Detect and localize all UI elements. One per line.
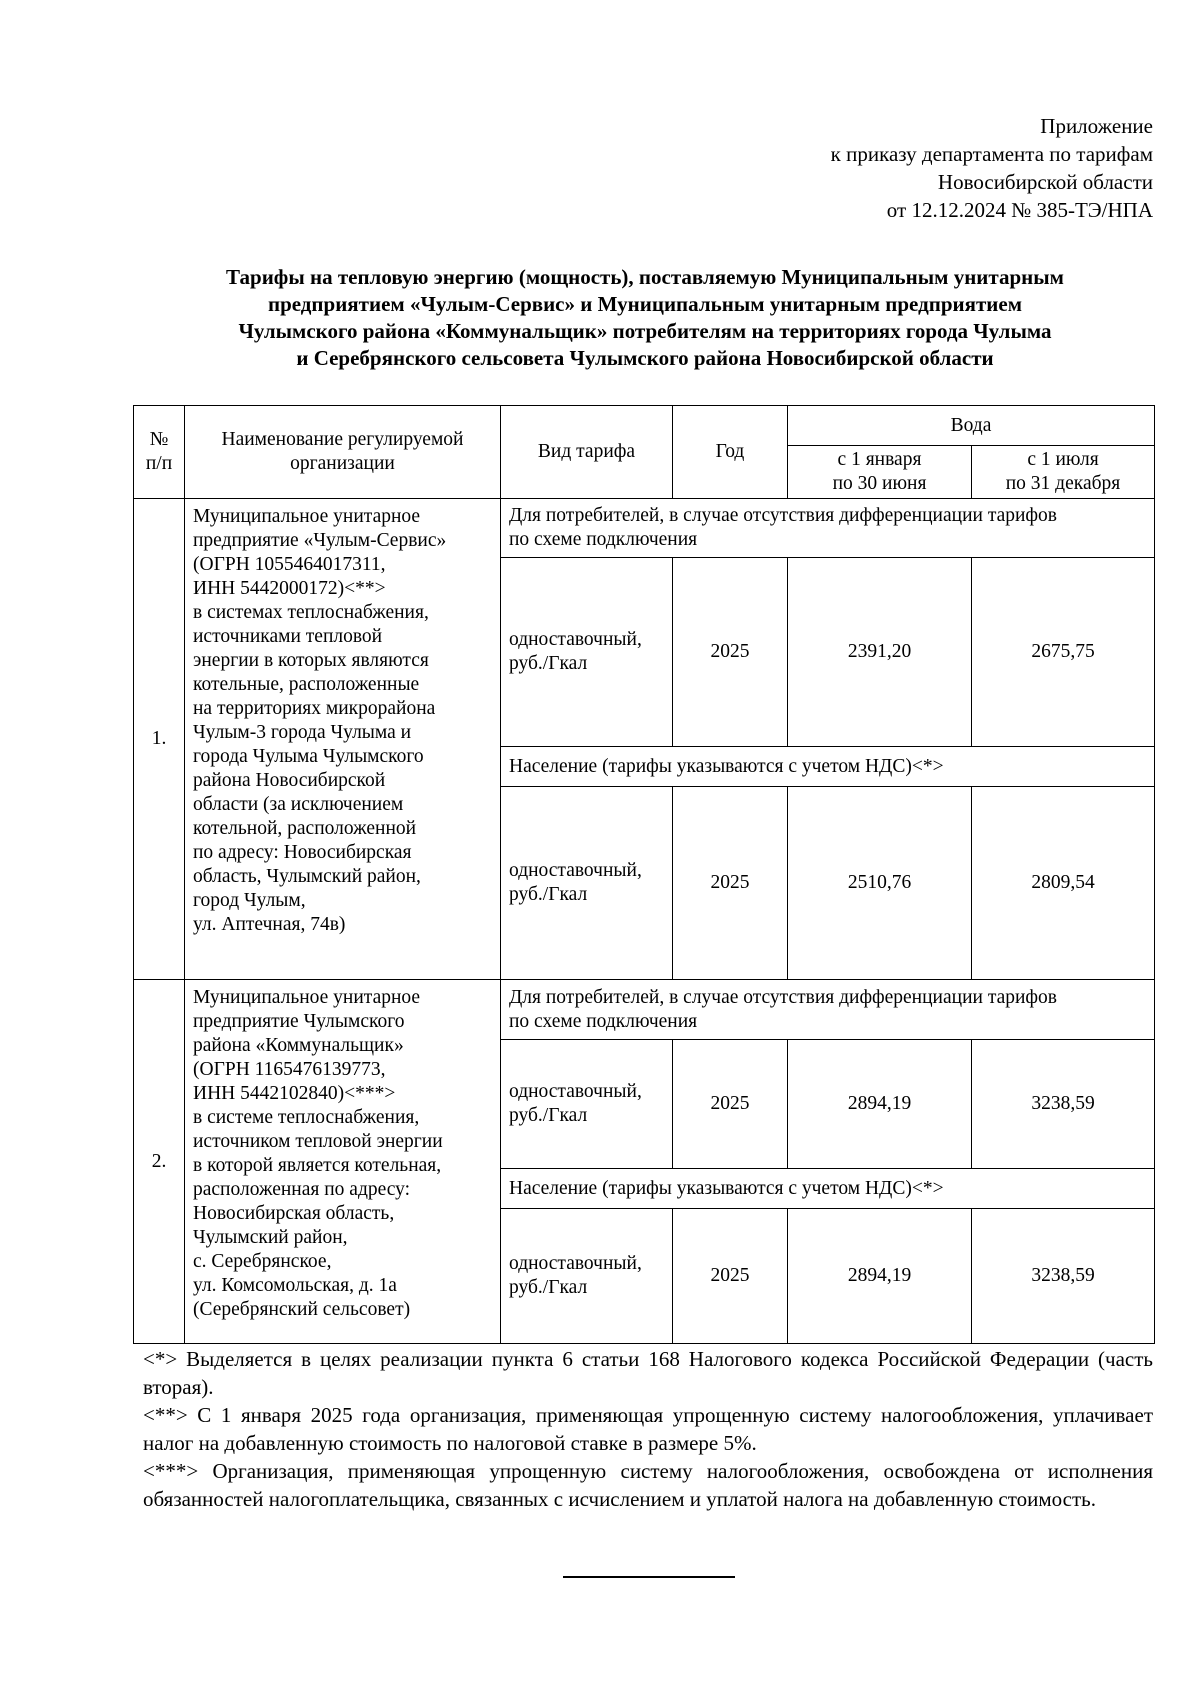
- organization-line: с. Серебрянское,: [193, 1251, 332, 1272]
- appendix-order-date: от 12.12.2024 № 385-ТЭ/НПА: [886, 198, 1153, 222]
- organization-line: Чулымский район,: [193, 1227, 348, 1248]
- organization-cell: [185, 980, 501, 1344]
- tariff-value-period-2: 3238,59: [972, 1209, 1155, 1344]
- tariff-type: одноставочный, руб./Гкал: [501, 1040, 673, 1169]
- footnote: <***> Организация, применяющая упрощенную систему налогообложения, освобождена от исполнения обязанностей налогоплательщика, связанных с исчислением и уплатой налога на добавленную стоимость.: [143, 1459, 1153, 1511]
- appendix-block: [700, 112, 1153, 224]
- organization-line: источником тепловой энергии: [193, 1131, 443, 1152]
- tariff-value-period-1: 2894,19: [788, 1209, 972, 1344]
- tariff-year: 2025: [673, 1040, 788, 1169]
- organization-line: (ОГРН 1055464017311,: [193, 554, 386, 575]
- organization-cell: [185, 499, 501, 980]
- appendix-region: Новосибирской области: [937, 170, 1153, 194]
- organization-line: источниками тепловой: [193, 626, 383, 647]
- tariff-type: одноставочный, руб./Гкал: [501, 787, 673, 980]
- organization-line: района Новосибирской: [193, 770, 386, 791]
- tariff-value-period-2: 2675,75: [972, 558, 1155, 747]
- title-line: и Серебрянского сельсовета Чулымского района Новосибирской области: [296, 346, 994, 370]
- header-period-2: с 1 июля по 31 декабря: [972, 446, 1155, 499]
- header-organization: Наименование регулируемой организации: [185, 406, 501, 499]
- organization-line: предприятие Чулымского: [193, 1011, 405, 1032]
- footnote: <**> С 1 января 2025 года организация, применяющая упрощенную систему налогообложения, уплачивает налог на добавленную стоимость по налоговой ставке в размере 5%.: [143, 1403, 1153, 1455]
- organization-line: ул. Аптечная, 74в): [193, 914, 346, 935]
- organization-line: в системах теплоснабжения,: [193, 602, 429, 623]
- header-period-1: с 1 января по 30 июня: [788, 446, 972, 499]
- header-tariff-type: Вид тарифа: [501, 406, 673, 499]
- end-divider: [563, 1576, 735, 1578]
- organization-line: ИНН 5442102840)<***>: [193, 1083, 396, 1104]
- organization-line: энергии в которых являются: [193, 650, 429, 671]
- consumer-group-general: Для потребителей, в случае отсутствия дифференциации тарифов по схеме подключения: [501, 499, 1155, 558]
- organization-line: Чулым-3 города Чулыма и: [193, 722, 412, 743]
- organization-line: района «Коммунальщик»: [193, 1035, 404, 1056]
- tariff-value-period-1: 2894,19: [788, 1040, 972, 1169]
- footnote: <*> Выделяется в целях реализации пункта 6 статьи 168 Налогового кодекса Российской Федерации (часть вторая).: [143, 1347, 1153, 1399]
- consumer-group-general: Для потребителей, в случае отсутствия дифференциации тарифов по схеме подключения: [501, 980, 1155, 1040]
- organization-line: (Серебрянский сельсовет): [193, 1299, 411, 1320]
- tariffs-table: [133, 405, 1155, 1344]
- title-line: Тарифы на тепловую энергию (мощность), поставляемую Муниципальным унитарным: [226, 265, 1064, 289]
- table-row: [134, 980, 1155, 1040]
- header-year: Год: [673, 406, 788, 499]
- header-number: № п/п: [134, 406, 185, 499]
- organization-line: расположенная по адресу:: [193, 1179, 411, 1200]
- organization-line: Новосибирская область,: [193, 1203, 395, 1224]
- organization-line: Муниципальное унитарное: [193, 506, 421, 527]
- tariff-value-period-1: 2510,76: [788, 787, 972, 980]
- footnotes: [143, 1345, 1153, 1513]
- tariff-value-period-2: 2809,54: [972, 787, 1155, 980]
- tariff-value-period-1: 2391,20: [788, 558, 972, 747]
- organization-line: в которой является котельная,: [193, 1155, 442, 1176]
- tariff-type: одноставочный, руб./Гкал: [501, 1209, 673, 1344]
- tariff-year: 2025: [673, 1209, 788, 1344]
- appendix-label: Приложение: [1040, 114, 1153, 138]
- organization-line: города Чулыма Чулымского: [193, 746, 424, 767]
- title-line: предприятием «Чулым-Сервис» и Муниципальным унитарным предприятием: [267, 292, 1022, 316]
- organization-line: на территориях микрорайона: [193, 698, 436, 719]
- title-line: Чулымского района «Коммунальщик» потребителям на территориях города Чулыма: [238, 319, 1052, 343]
- row-number: 2.: [134, 980, 185, 1344]
- table-header-row: [134, 406, 1155, 446]
- consumer-group-population: Население (тарифы указываются с учетом НДС)<*>: [501, 1169, 1155, 1209]
- consumer-group-population: Население (тарифы указываются с учетом НДС)<*>: [501, 747, 1155, 787]
- organization-line: Муниципальное унитарное: [193, 987, 421, 1008]
- organization-line: ул. Комсомольская, д. 1а: [193, 1275, 397, 1296]
- organization-line: область, Чулымский район,: [193, 866, 421, 887]
- organization-line: в системе теплоснабжения,: [193, 1107, 420, 1128]
- appendix-order-ref: к приказу департамента по тарифам: [830, 142, 1153, 166]
- table-row: [134, 499, 1155, 558]
- organization-line: котельной, расположенной: [193, 818, 417, 839]
- tariff-type: одноставочный, руб./Гкал: [501, 558, 673, 747]
- organization-line: предприятие «Чулым-Сервис»: [193, 530, 447, 551]
- organization-line: по адресу: Новосибирская: [193, 842, 412, 863]
- organization-line: ИНН 5442000172)<**>: [193, 578, 386, 599]
- document-title: [120, 264, 1170, 372]
- organization-line: город Чулым,: [193, 890, 306, 911]
- tariff-value-period-2: 3238,59: [972, 1040, 1155, 1169]
- organization-line: котельные, расположенные: [193, 674, 420, 695]
- tariff-year: 2025: [673, 558, 788, 747]
- row-number: 1.: [134, 499, 185, 980]
- organization-line: (ОГРН 1165476139773,: [193, 1059, 386, 1080]
- header-water: Вода: [788, 406, 1155, 446]
- organization-line: области (за исключением: [193, 794, 404, 815]
- tariff-year: 2025: [673, 787, 788, 980]
